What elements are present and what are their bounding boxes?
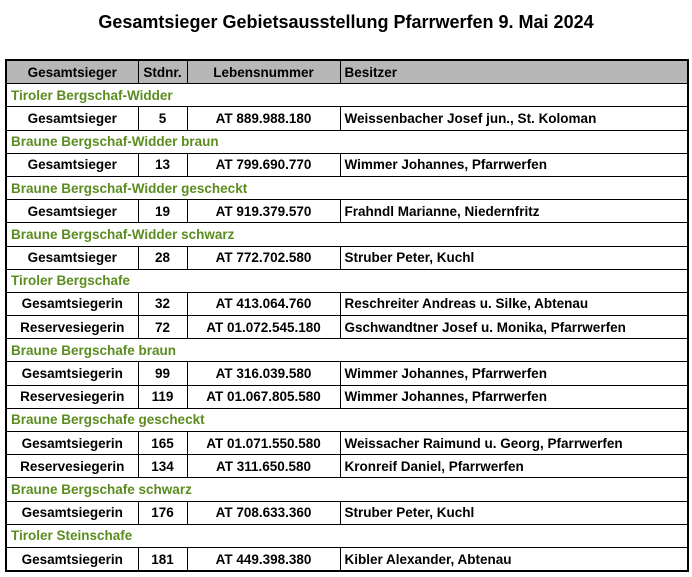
table-row	[6, 432, 688, 455]
table-body	[6, 84, 688, 571]
cell-award: Gesamtsiegerin	[6, 432, 138, 455]
cell-owner: Wimmer Johannes, Pfarrwerfen	[340, 362, 688, 385]
cell-number: 19	[138, 200, 187, 223]
cell-lebensnummer: AT 316.039.580	[187, 362, 340, 385]
section-label: Tiroler Bergschafe	[6, 269, 688, 292]
cell-award: Reservesiegerin	[6, 455, 138, 478]
cell-owner: Kronreif Daniel, Pfarrwerfen	[340, 455, 688, 478]
section-row	[6, 130, 688, 153]
section-row	[6, 223, 688, 246]
cell-number: 28	[138, 246, 187, 269]
table-row	[6, 501, 688, 524]
cell-award: Reservesiegerin	[6, 385, 138, 408]
cell-number: 134	[138, 455, 187, 478]
table-row	[6, 455, 688, 478]
cell-lebensnummer: AT 449.398.380	[187, 547, 340, 571]
section-label: Tiroler Steinschafe	[6, 524, 688, 547]
cell-number: 176	[138, 501, 187, 524]
table-row	[6, 200, 688, 223]
cell-number: 32	[138, 292, 187, 315]
cell-lebensnummer: AT 01.071.550.580	[187, 432, 340, 455]
results-table	[5, 59, 689, 572]
cell-lebensnummer: AT 919.379.570	[187, 200, 340, 223]
table-row	[6, 385, 688, 408]
section-label: Braune Bergschaf-Widder gescheckt	[6, 176, 688, 199]
cell-award: Gesamtsiegerin	[6, 547, 138, 571]
table-row	[6, 107, 688, 130]
section-row	[6, 478, 688, 501]
cell-owner: Kibler Alexander, Abtenau	[340, 547, 688, 571]
cell-owner: Frahndl Marianne, Niedernfritz	[340, 200, 688, 223]
cell-award: Gesamtsieger	[6, 246, 138, 269]
cell-lebensnummer: AT 772.702.580	[187, 246, 340, 269]
cell-number: 13	[138, 153, 187, 176]
cell-owner: Weissenbacher Josef jun., St. Koloman	[340, 107, 688, 130]
column-header-lebensnummer: Lebensnummer	[187, 60, 340, 84]
cell-award: Gesamtsiegerin	[6, 501, 138, 524]
cell-lebensnummer: AT 01.072.545.180	[187, 316, 340, 339]
cell-number: 5	[138, 107, 187, 130]
section-row	[6, 269, 688, 292]
section-label: Tiroler Bergschaf-Widder	[6, 84, 688, 107]
cell-owner: Wimmer Johannes, Pfarrwerfen	[340, 385, 688, 408]
cell-lebensnummer: AT 889.988.180	[187, 107, 340, 130]
section-label: Braune Bergschafe schwarz	[6, 478, 688, 501]
cell-number: 99	[138, 362, 187, 385]
section-label: Braune Bergschafe braun	[6, 339, 688, 362]
cell-number: 119	[138, 385, 187, 408]
cell-lebensnummer: AT 413.064.760	[187, 292, 340, 315]
table-row	[6, 316, 688, 339]
cell-owner: Struber Peter, Kuchl	[340, 501, 688, 524]
section-row	[6, 524, 688, 547]
section-row	[6, 408, 688, 431]
cell-award: Gesamtsieger	[6, 107, 138, 130]
cell-lebensnummer: AT 311.650.580	[187, 455, 340, 478]
cell-award: Gesamtsieger	[6, 153, 138, 176]
cell-owner: Wimmer Johannes, Pfarrwerfen	[340, 153, 688, 176]
table-row	[6, 153, 688, 176]
column-header-owner: Besitzer	[340, 60, 688, 84]
cell-number: 72	[138, 316, 187, 339]
section-label: Braune Bergschaf-Widder schwarz	[6, 223, 688, 246]
cell-lebensnummer: AT 799.690.770	[187, 153, 340, 176]
column-header-title: Gesamtsieger	[6, 60, 138, 84]
cell-owner: Weissacher Raimund u. Georg, Pfarrwerfen	[340, 432, 688, 455]
table-row	[6, 246, 688, 269]
section-label: Braune Bergschaf-Widder braun	[6, 130, 688, 153]
table-row	[6, 292, 688, 315]
cell-owner: Reschreiter Andreas u. Silke, Abtenau	[340, 292, 688, 315]
cell-lebensnummer: AT 01.067.805.580	[187, 385, 340, 408]
cell-award: Gesamtsieger	[6, 200, 138, 223]
cell-lebensnummer: AT 708.633.360	[187, 501, 340, 524]
section-row	[6, 84, 688, 107]
table-row	[6, 547, 688, 571]
cell-award: Gesamtsiegerin	[6, 362, 138, 385]
section-label: Braune Bergschafe gescheckt	[6, 408, 688, 431]
table-row	[6, 362, 688, 385]
cell-award: Gesamtsiegerin	[6, 292, 138, 315]
cell-owner: Gschwandtner Josef u. Monika, Pfarrwerfen	[340, 316, 688, 339]
page-title: Gesamtsieger Gebietsausstellung Pfarrwerfen 9. Mai 2024	[98, 12, 594, 32]
cell-award: Reservesiegerin	[6, 316, 138, 339]
column-header-number: Stdnr.	[138, 60, 187, 84]
section-row	[6, 176, 688, 199]
cell-number: 165	[138, 432, 187, 455]
table-header-row	[6, 60, 688, 84]
section-row	[6, 339, 688, 362]
cell-owner: Struber Peter, Kuchl	[340, 246, 688, 269]
cell-number: 181	[138, 547, 187, 571]
